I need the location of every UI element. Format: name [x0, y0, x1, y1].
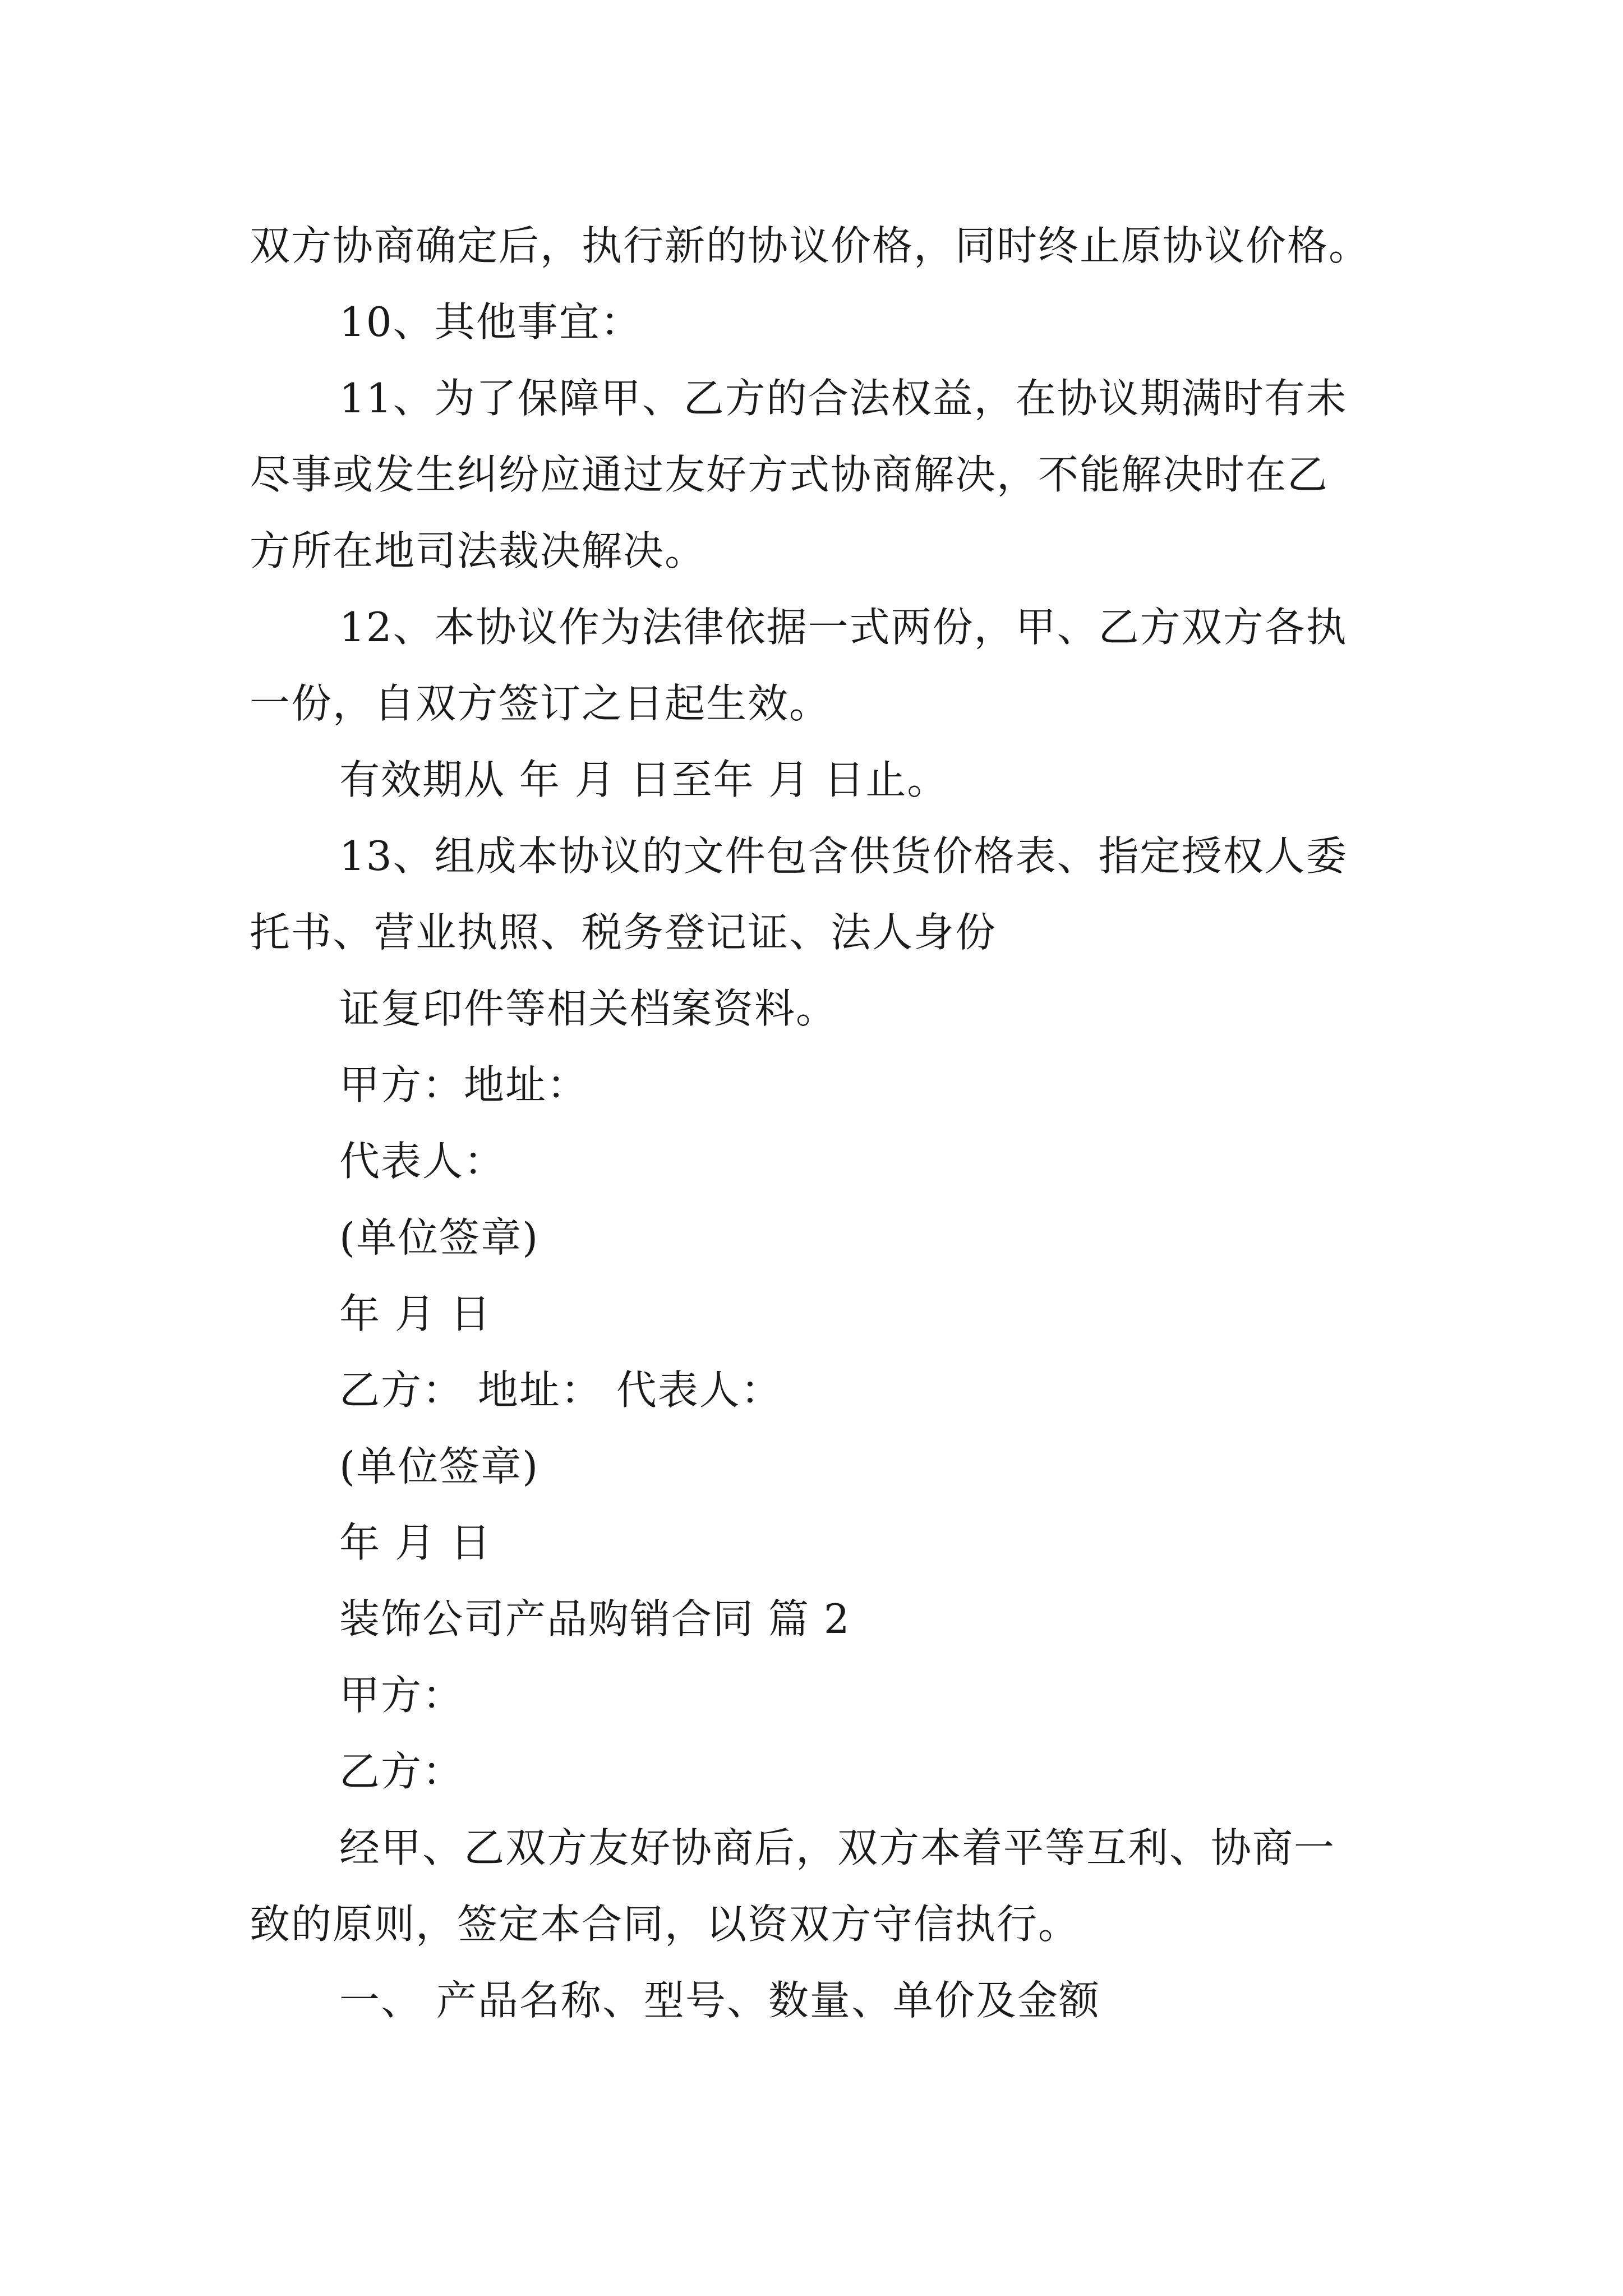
party-b-label: 乙方：: [339, 1748, 464, 1795]
text-line-1: 双方协商确定后，执行新的协议价格，同时终止原协议价格。: [250, 222, 1371, 269]
party-a-address: 甲方：地址：: [339, 1061, 589, 1108]
party-b-date: 年 月 日: [339, 1519, 492, 1566]
clause-13-line-2: 托书、营业执照、税务登记证、法人身份: [250, 909, 997, 956]
clause-11-line-2: 尽事或发生纠纷应通过友好方式协商解决，不能解决时在乙: [250, 451, 1329, 498]
party-a-representative: 代表人：: [339, 1138, 506, 1185]
clause-11-line-3: 方所在地司法裁决解决。: [250, 527, 707, 574]
validity-period: 有效期从 年 月 日至年 月 日止。: [339, 756, 949, 803]
clause-13-line-3: 证复印件等相关档案资料。: [339, 985, 838, 1032]
party-a-date: 年 月 日: [339, 1290, 492, 1337]
clause-11-line-1: 11、为了保障甲、乙方的合法权益，在协议期满时有未: [339, 375, 1348, 422]
party-a-seal: (单位签章): [339, 1214, 540, 1261]
document-body: [250, 208, 1388, 2039]
clause-12-line-2: 一份，自双方签订之日起生效。: [250, 680, 831, 727]
party-a-label: 甲方：: [339, 1672, 464, 1719]
clause-12-line-1: 12、本协议作为法律依据一式两份，甲、乙方双方各执: [339, 604, 1348, 651]
clause-10: 10、其他事宜：: [339, 298, 642, 346]
section-title: 装饰公司产品购销合同 篇 2: [339, 1595, 851, 1642]
clause-13-line-1: 13、组成本协议的文件包含供货价格表、指定授权人委: [339, 832, 1348, 880]
preamble-line-1: 经甲、乙双方友好协商后，双方本着平等互利、协商一: [339, 1824, 1336, 1871]
party-b-seal: (单位签章): [339, 1443, 540, 1490]
preamble-line-2: 致的原则，签定本合同，以资双方守信执行。: [250, 1901, 1080, 1948]
article-1-heading: 一、 产品名称、型号、数量、单价及金额: [339, 1977, 1100, 2024]
party-b-info: 乙方： 地址： 代表人：: [339, 1366, 782, 1414]
